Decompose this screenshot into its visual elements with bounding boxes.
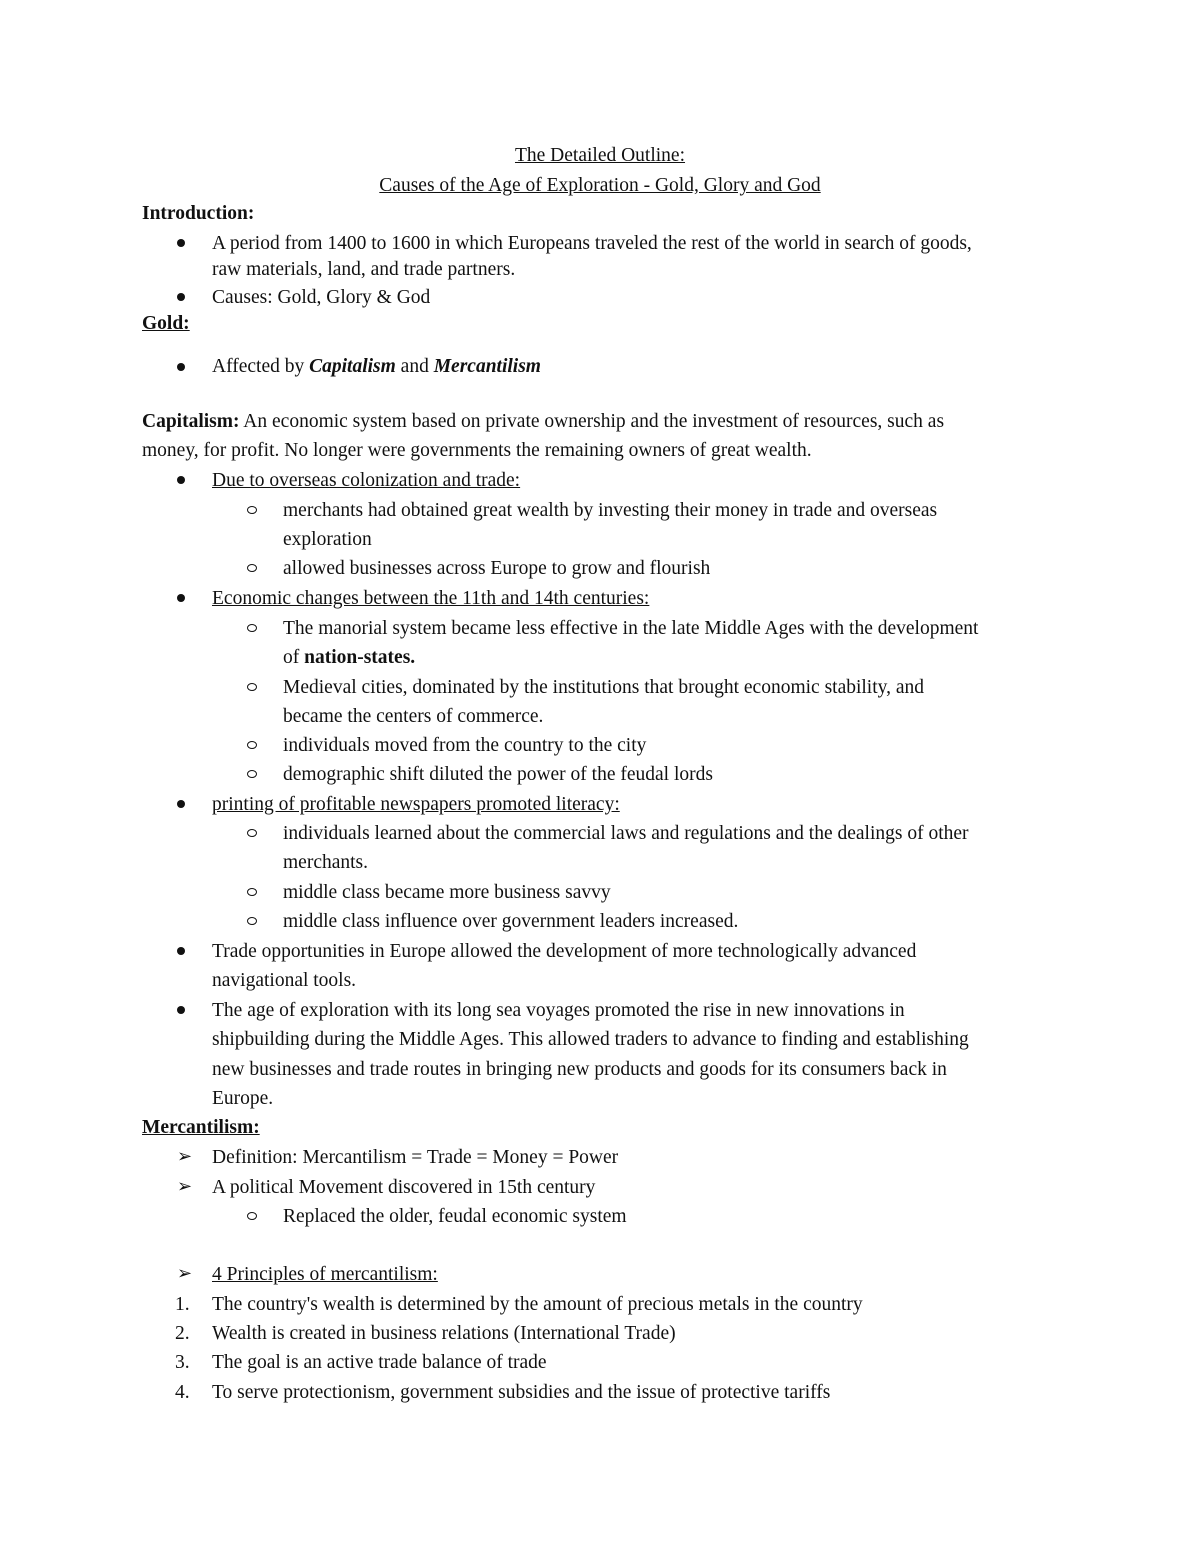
sub-bullet-circle-icon — [247, 770, 257, 778]
capitalism-b1-sub-1-line-1: merchants had obtained great wealth by investing their money in trade and overseas — [283, 500, 938, 521]
sub-bullet-circle-icon — [247, 564, 257, 572]
capitalism-b2-sub-1-line-2 — [283, 646, 415, 670]
capitalism-b2-sub-3: individuals moved from the country to the city — [283, 735, 647, 756]
capitalism-b2-sub-4: demographic shift diluted the power of the feudal lords — [283, 764, 713, 785]
sub-bullet-circle-icon — [247, 683, 257, 691]
mercantilism-replaced: Replaced the older, feudal economic system — [283, 1206, 627, 1227]
principle-number: 1. — [175, 1294, 190, 1315]
sub-bullet-circle-icon — [247, 741, 257, 749]
sub-bullet-circle-icon — [247, 917, 257, 925]
capitalism-b3-sub-2: middle class became more business savvy — [283, 882, 611, 903]
bullet-dot-icon — [177, 476, 185, 484]
capitalism-bullet-5-line-3: new businesses and trade routes in bringing new products and goods for its consumers back in — [212, 1059, 947, 1080]
document-title: The Detailed Outline: — [514, 145, 686, 166]
capitalism-bullet-1-heading: Due to overseas colonization and trade: — [212, 470, 521, 491]
mercantilism-heading: Mercantilism: — [142, 1117, 260, 1138]
bullet-dot-icon — [177, 363, 185, 371]
capitalism-b2-sub-2-line-2: became the centers of commerce. — [283, 706, 544, 727]
capitalism-b2-sub-1-line-1: The manorial system became less effective in the late Middle Ages with the development — [283, 618, 979, 639]
bullet-dot-icon — [177, 800, 185, 808]
capitalism-bullet-3-heading: printing of profitable newspapers promoted literacy: — [212, 794, 620, 815]
gold-bullet — [212, 355, 541, 379]
mercantilism-definition: Definition: Mercantilism = Trade = Money = Power — [212, 1147, 619, 1168]
capitalism-bullet-5-line-4: Europe. — [212, 1088, 274, 1109]
principle-item: To serve protectionism, government subsidies and the issue of protective tariffs — [212, 1382, 831, 1403]
capitalism-b3-sub-1-line-1: individuals learned about the commercial laws and regulations and the dealings of other — [283, 823, 969, 844]
nation-states-term: nation-states. — [304, 647, 416, 668]
capitalism-b2-sub-2-line-1: Medieval cities, dominated by the institutions that brought economic stability, and — [283, 677, 925, 698]
principle-item: The country's wealth is determined by the amount of precious metals in the country — [212, 1294, 863, 1315]
sub-bullet-circle-icon — [247, 888, 257, 896]
principle-number: 3. — [175, 1352, 190, 1373]
nation-states-prefix: of — [283, 647, 305, 668]
gold-bullet-mid: and — [395, 356, 434, 377]
sub-bullet-circle-icon — [247, 1212, 257, 1220]
bullet-dot-icon — [177, 947, 185, 955]
capitalism-label: Capitalism: — [142, 411, 240, 432]
document-subtitle: Causes of the Age of Exploration - Gold, Glory and God — [379, 175, 821, 196]
bullet-dot-icon — [177, 293, 185, 301]
principles-heading: 4 Principles of mercantilism: — [212, 1264, 438, 1285]
capitalism-def-text: An economic system based on private ownership and the investment of resources, such as — [239, 411, 945, 432]
principle-number: 4. — [175, 1382, 190, 1403]
capitalism-bullet-4-line-1: Trade opportunities in Europe allowed the development of more technologically advanced — [212, 941, 917, 962]
bullet-dot-icon — [177, 1006, 185, 1014]
gold-bullet-prefix: Affected by — [212, 356, 310, 377]
capitalism-term: Capitalism — [309, 356, 396, 377]
sub-bullet-circle-icon — [247, 624, 257, 632]
arrow-bullet-icon: ➢ — [177, 1146, 193, 1167]
capitalism-b3-sub-1-line-2: merchants. — [283, 852, 369, 873]
capitalism-bullet-5-line-2: shipbuilding during the Middle Ages. This allowed traders to advance to finding and establishing — [212, 1029, 969, 1050]
introduction-heading: Introduction: — [142, 203, 255, 224]
capitalism-b1-sub-1-line-2: exploration — [283, 529, 372, 550]
intro-bullet-2: Causes: Gold, Glory & God — [212, 287, 431, 308]
intro-bullet-1-line-1: A period from 1400 to 1600 in which Europeans traveled the rest of the world in search of goods, — [212, 233, 972, 254]
mercantilism-term: Mercantilism — [433, 356, 541, 377]
capitalism-b1-sub-2: allowed businesses across Europe to grow and flourish — [283, 558, 711, 579]
capitalism-bullet-4-line-2: navigational tools. — [212, 970, 357, 991]
arrow-bullet-icon: ➢ — [177, 1176, 193, 1197]
gold-heading: Gold: — [142, 313, 190, 334]
arrow-bullet-icon: ➢ — [177, 1263, 193, 1284]
bullet-dot-icon — [177, 594, 185, 602]
intro-bullet-1-line-2: raw materials, land, and trade partners. — [212, 259, 516, 280]
capitalism-b3-sub-3: middle class influence over government leaders increased. — [283, 911, 739, 932]
principle-item: Wealth is created in business relations (International Trade) — [212, 1323, 676, 1344]
capitalism-bullet-2-heading: Economic changes between the 11th and 14th centuries: — [212, 588, 650, 609]
principle-number: 2. — [175, 1323, 190, 1344]
capitalism-bullet-5-line-1: The age of exploration with its long sea voyages promoted the rise in new innovations in — [212, 1000, 905, 1021]
capitalism-definition-line-1 — [142, 410, 944, 434]
sub-bullet-circle-icon — [247, 829, 257, 837]
bullet-dot-icon — [177, 239, 185, 247]
sub-bullet-circle-icon — [247, 506, 257, 514]
mercantilism-political-movement: A political Movement discovered in 15th century — [212, 1177, 596, 1198]
capitalism-definition-line-2: money, for profit. No longer were governments the remaining owners of great wealth. — [142, 440, 812, 461]
principle-item: The goal is an active trade balance of trade — [212, 1352, 547, 1373]
